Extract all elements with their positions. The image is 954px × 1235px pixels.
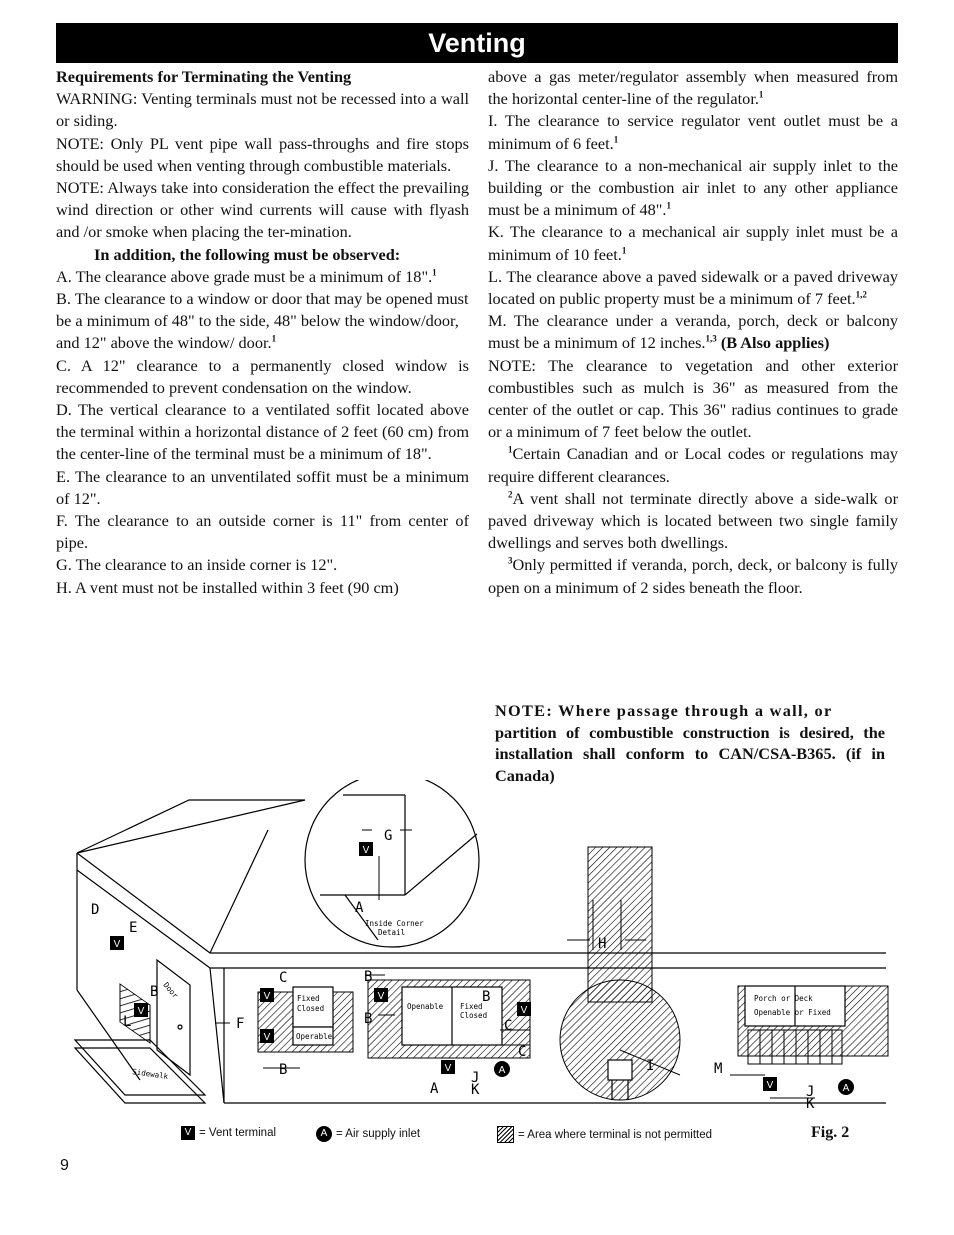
svg-text:V: V [263, 991, 271, 1002]
svg-text:Detail: Detail [378, 928, 406, 937]
item-g: G. The clearance to an inside corner is 12". [56, 555, 338, 575]
svg-text:F: F [236, 1016, 245, 1032]
item-h: H. A vent must not be installed within 3 feet (90 cm) [56, 577, 399, 597]
svg-text:Door: Door [161, 980, 180, 1001]
svg-text:V: V [444, 1063, 452, 1074]
legend-restricted-area: = Area where terminal is not permitted [497, 1126, 712, 1143]
svg-text:Fixed: Fixed [460, 1002, 483, 1011]
item-b: B. The clearance to a window or door that may be opened must be a minimum of 48" to the side, 48" below the window/door, and 12" above the window/ door.$^1$ [56, 289, 469, 353]
note-pipe-passthrough: NOTE: Only PL vent pipe wall pass-throughs and fire stops should be used when venting through combustible materials. [56, 133, 469, 175]
svg-text:Fixed: Fixed [297, 994, 320, 1003]
footnote-1: $^1$Certain Canadian and or Local codes or regulations may require different clearances. [488, 444, 898, 486]
legend-air-supply: A = Air supply inlet [316, 1126, 420, 1142]
svg-text:B: B [279, 1062, 288, 1078]
svg-text:Closed: Closed [460, 1011, 488, 1020]
figure-caption: Fig. 2 [811, 1124, 850, 1141]
legend-vent-terminal: V = Vent terminal [181, 1126, 276, 1140]
svg-text:V: V [263, 1032, 271, 1043]
svg-text:G: G [384, 828, 393, 844]
left-column [56, 66, 469, 599]
svg-text:A: A [355, 900, 364, 916]
svg-text:V: V [520, 1005, 528, 1016]
svg-text:K: K [806, 1096, 815, 1112]
venting-diagram [0, 780, 954, 1125]
svg-text:D: D [91, 902, 100, 918]
svg-text:I: I [646, 1058, 655, 1074]
svg-text:Operable: Operable [296, 1032, 333, 1041]
page-title: Venting [56, 23, 898, 63]
hatch-icon [497, 1126, 514, 1143]
item-h-cont: above a gas meter/regulator assembly when measured from the horizontal center-line of the regulator.$^1$ [488, 67, 898, 109]
roof [77, 800, 886, 968]
svg-text:K: K [471, 1082, 480, 1098]
svg-text:Inside Corner: Inside Corner [365, 919, 424, 928]
svg-text:B: B [364, 969, 373, 985]
warning-text: WARNING: Venting terminals must not be recessed into a wall or siding. [56, 89, 469, 131]
svg-text:E: E [129, 920, 138, 936]
svg-text:Porch or Deck: Porch or Deck [754, 994, 813, 1003]
svg-text:C: C [518, 1044, 527, 1060]
section-heading: Requirements for Terminating the Venting [56, 67, 352, 86]
svg-text:V: V [113, 939, 121, 950]
svg-text:B: B [150, 984, 159, 1000]
note-wind: NOTE: Always take into consideration the effect the prevailing wind direction or other wind currents will cause with flyash and /or smoke when placing the ter-mination. [56, 178, 469, 242]
item-f: F. The clearance to an outside corner is 11" from center of pipe. [56, 511, 469, 553]
svg-text:A: A [430, 1081, 439, 1097]
svg-text:J: J [471, 1070, 480, 1086]
svg-text:V: V [377, 991, 385, 1002]
sub-heading: In addition, the following must be observed: [94, 244, 401, 264]
item-c: C. A 12" clearance to a permanently closed window is recommended to prevent condensation on the window. [56, 355, 469, 397]
page-number: 9 [60, 1157, 69, 1174]
item-a: A. The clearance above grade must be a minimum of 18".$^1$ [56, 266, 437, 286]
svg-text:H: H [598, 936, 607, 952]
note-vegetation: NOTE: The clearance to vegetation and other exterior combustibles such as mulch is 36" as measured from the center of the outlet or cap. This 36" radius continues to grade or a minimum of 7 feet below the outlet. [488, 355, 898, 442]
svg-text:Sidewalk: Sidewalk [131, 1067, 169, 1082]
svg-text:C: C [279, 970, 288, 986]
item-j: J. The clearance to a non-mechanical air supply inlet to the building or the combustion air inlet to any other appliance must be a minimum of 48".$^1$ [488, 155, 898, 220]
item-e: E. The clearance to an unventilated soffit must be a minimum of 12". [56, 466, 469, 508]
svg-text:V: V [766, 1080, 774, 1091]
svg-text:C: C [504, 1018, 513, 1034]
footnote-3: $^3$Only permitted if veranda, porch, deck, or balcony is fully open on a minimum of 2 sides beneath the floor. [488, 555, 898, 597]
svg-text:B: B [482, 989, 491, 1005]
svg-text:Openable or Fixed: Openable or Fixed [754, 1008, 831, 1017]
footnote-2: $^2$A vent shall not terminate directly above a side-walk or paved driveway which is located between two single family dwellings and serves both dwellings. [488, 488, 898, 553]
svg-text:Closed: Closed [297, 1004, 325, 1013]
svg-text:L: L [123, 1014, 132, 1030]
canada-note: NOTE: Where passage through a wall, or partition of combustible construction is desired, the installation shall conform to CAN/CSA-B365. (if in Canada) [495, 701, 885, 785]
right-column [488, 66, 898, 599]
item-d: D. The vertical clearance to a ventilated soffit located above the terminal within a horizontal distance of 2 feet (60 cm) from the center-line of the terminal must be a minimum of 18". [56, 400, 469, 464]
vent-terminal-icon: V [181, 1126, 195, 1140]
item-k: K. The clearance to a mechanical air supply inlet must be a minimum of 10 feet.$^1$ [488, 222, 898, 264]
svg-text:V: V [362, 845, 370, 856]
svg-text:J: J [806, 1084, 815, 1100]
svg-text:B: B [364, 1011, 373, 1027]
item-i: I. The clearance to service regulator vent outlet must be a minimum of 6 feet.$^1$ [488, 111, 898, 153]
item-m: M. The clearance under a veranda, porch, deck or balcony must be a minimum of 12 inches.$^{1,3}$ (B Also applies) [488, 311, 898, 353]
svg-text:V: V [137, 1006, 145, 1017]
air-inlet-icon: A [316, 1126, 332, 1142]
svg-text:A: A [842, 1083, 850, 1094]
item-l: L. The clearance above a paved sidewalk or a paved driveway located on public property must be a minimum of 7 feet.$^{1,2}$ [488, 266, 898, 309]
svg-text:M: M [714, 1061, 723, 1077]
svg-text:Openable: Openable [407, 1002, 444, 1011]
svg-text:A: A [498, 1065, 506, 1076]
